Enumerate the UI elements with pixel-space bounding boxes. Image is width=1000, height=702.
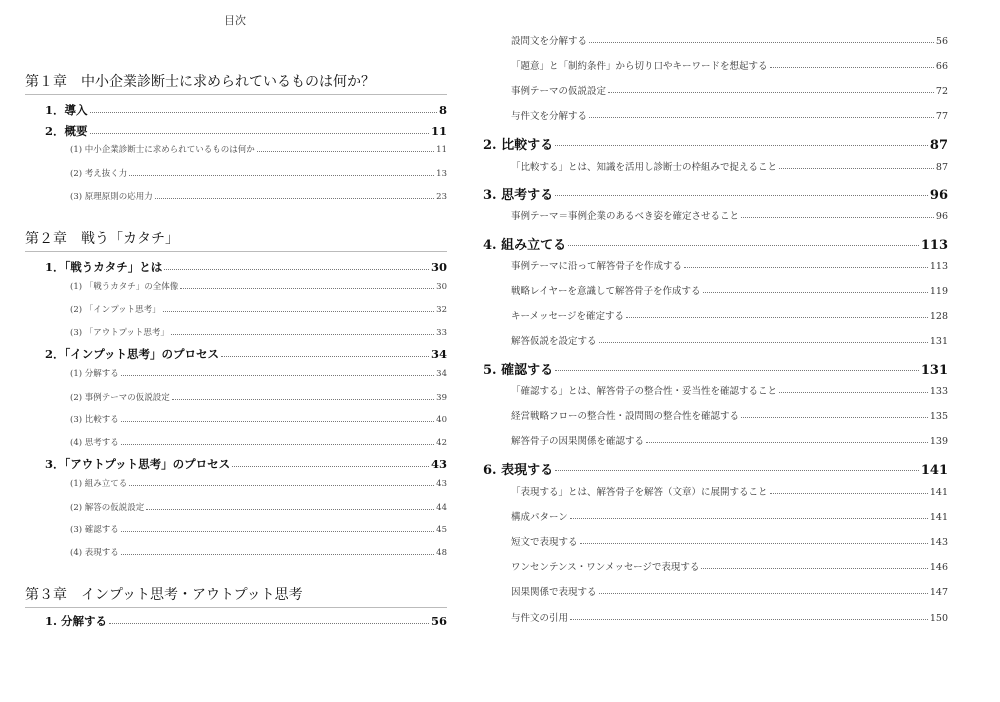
toc-subitem[interactable] xyxy=(25,303,447,315)
toc-entry-page: 141 xyxy=(920,463,948,478)
toc-entry-page: 141 xyxy=(929,512,948,523)
toc-entry-title: 1．「戦うカタチ」とは xyxy=(45,260,163,274)
toc-subitem[interactable] xyxy=(25,367,447,379)
toc-entry-title: 設問文を分解する xyxy=(511,36,588,47)
dot-leader xyxy=(741,217,934,218)
toc-subitem[interactable] xyxy=(483,484,948,498)
dot-leader xyxy=(589,117,934,118)
toc-entry-page: 43 xyxy=(430,457,447,471)
toc-entry-title: 2．概要 xyxy=(45,124,88,138)
toc-entry-page: 32 xyxy=(436,305,447,315)
toc-entry-page: 72 xyxy=(935,86,948,97)
toc-entry-page: 66 xyxy=(935,61,948,72)
toc-entry-title: 1. 分解する xyxy=(45,614,108,628)
dot-leader xyxy=(121,375,434,376)
toc-entry-page: 43 xyxy=(436,479,447,489)
toc-entry-page: 119 xyxy=(929,286,948,297)
toc-subitem[interactable] xyxy=(483,308,948,322)
toc-entry-title: 2. 比較する xyxy=(483,138,554,153)
dot-leader xyxy=(779,392,928,393)
toc-subitem[interactable] xyxy=(483,33,948,47)
toc-section[interactable] xyxy=(25,259,447,275)
toc-entry-title: 与件文を分解する xyxy=(511,111,588,122)
toc-subitem[interactable] xyxy=(483,584,948,598)
dot-leader xyxy=(172,399,434,400)
toc-entry-page: 96 xyxy=(935,211,948,222)
dot-leader xyxy=(221,356,429,357)
dot-leader xyxy=(589,42,934,43)
toc-entry-page: 133 xyxy=(929,386,948,397)
dot-leader xyxy=(568,245,919,246)
dot-leader xyxy=(770,493,928,494)
toc-subitem[interactable] xyxy=(483,159,948,173)
toc-entry-title: (3) 原理原則の応用力 xyxy=(70,192,153,202)
toc-entry-page: 113 xyxy=(929,261,948,272)
toc-subitem[interactable] xyxy=(483,283,948,297)
toc-subitem[interactable] xyxy=(25,280,447,292)
toc-entry-title: (2) 事例テーマの仮説設定 xyxy=(70,393,170,403)
dot-leader xyxy=(580,543,928,544)
dot-leader xyxy=(646,442,928,443)
toc-entry-title: (3) 確認する xyxy=(70,525,119,535)
dot-leader xyxy=(121,421,434,422)
toc-subitem[interactable] xyxy=(483,108,948,122)
toc-entry-title: ワンセンテンス・ワンメッセージで表現する xyxy=(511,562,700,573)
toc-entry-title: 因果関係で表現する xyxy=(511,587,597,598)
toc-entry-page: 131 xyxy=(920,363,948,378)
dot-leader xyxy=(121,444,434,445)
toc-entry-page: 128 xyxy=(929,311,948,322)
dot-leader xyxy=(129,175,434,176)
toc-section[interactable] xyxy=(483,359,948,377)
toc-subitem[interactable] xyxy=(25,523,447,535)
toc-entry-title: 事例テーマに沿って解答骨子を作成する xyxy=(511,261,683,272)
toc-right-column xyxy=(483,0,948,702)
toc-entry-title: (4) 表現する xyxy=(70,548,119,558)
toc-entry-page: 143 xyxy=(929,537,948,548)
toc-section[interactable] xyxy=(25,123,447,139)
toc-entry-title: 「比較する」とは、知識を活用し診断士の枠組みで捉えること xyxy=(511,162,778,173)
dot-leader xyxy=(109,623,429,624)
dot-leader xyxy=(555,470,919,471)
toc-entry-page: 135 xyxy=(929,411,948,422)
dot-leader xyxy=(121,531,434,532)
toc-entry-title: (1) 分解する xyxy=(70,369,119,379)
toc-entry-title: 2．「インプット思考」のプロセス xyxy=(45,347,219,361)
dot-leader xyxy=(701,568,927,569)
dot-leader xyxy=(90,133,429,134)
toc-subitem[interactable] xyxy=(483,509,948,523)
dot-leader xyxy=(741,417,928,418)
toc-left-column xyxy=(25,0,447,702)
toc-entry-page: 33 xyxy=(436,328,447,338)
toc-entry-page: 11 xyxy=(430,124,447,138)
toc-section[interactable] xyxy=(25,456,447,472)
dot-leader xyxy=(155,198,434,199)
toc-subitem[interactable] xyxy=(483,383,948,397)
toc-entry-page: 23 xyxy=(436,192,447,202)
toc-entry-page: 8 xyxy=(438,103,447,117)
dot-leader xyxy=(257,151,434,152)
dot-leader xyxy=(626,317,928,318)
toc-section[interactable] xyxy=(25,613,447,629)
chapter-3-heading[interactable]: 第３章 インプット思考・アウトプット思考 xyxy=(25,585,447,608)
toc-entry-page: 87 xyxy=(935,162,948,173)
toc-entry-page: 34 xyxy=(430,347,447,361)
dot-leader xyxy=(684,267,928,268)
toc-section[interactable] xyxy=(483,234,948,252)
toc-entry-title: 解答仮説を設定する xyxy=(511,336,597,347)
toc-entry-title: 1．導入 xyxy=(45,103,88,117)
toc-entry-title: 「表現する」とは、解答骨子を解答（文章）に展開すること xyxy=(511,487,768,498)
dot-leader xyxy=(171,334,434,335)
dot-leader xyxy=(555,195,928,196)
toc-entry-page: 147 xyxy=(929,587,948,598)
chapter-1-heading[interactable]: 第１章 中小企業診断士に求められているものは何か？ xyxy=(25,72,447,95)
toc-entry-page: 13 xyxy=(436,169,447,179)
dot-leader xyxy=(608,92,934,93)
toc-subitem[interactable] xyxy=(483,333,948,347)
toc-subitem[interactable] xyxy=(25,190,447,202)
toc-entry-title: 短文で表現する xyxy=(511,537,578,548)
dot-leader xyxy=(90,112,437,113)
toc-subitem[interactable] xyxy=(25,546,447,558)
toc-subitem[interactable] xyxy=(25,413,447,425)
toc-entry-title: (1) 中小企業診断士に求められているものは何か xyxy=(70,145,255,155)
toc-entry-title: (2) 解答の仮説設定 xyxy=(70,503,145,513)
dot-leader xyxy=(146,509,434,510)
toc-subitem[interactable] xyxy=(483,610,948,624)
toc-entry-title: 与件文の引用 xyxy=(511,613,569,624)
toc-subitem[interactable] xyxy=(25,436,447,448)
toc-entry-page: 56 xyxy=(430,614,447,628)
toc-entry-title: 「確認する」とは、解答骨子の整合性・妥当性を確認すること xyxy=(511,386,778,397)
dot-leader xyxy=(555,145,928,146)
toc-entry-page: 87 xyxy=(929,138,948,153)
dot-leader xyxy=(570,619,928,620)
toc-entry-title: (4) 思考する xyxy=(70,438,119,448)
toc-entry-title: キーメッセージを確定する xyxy=(511,311,624,322)
toc-subitem[interactable] xyxy=(25,477,447,489)
toc-entry-title: (1) 組み立てる xyxy=(70,479,128,489)
toc-section[interactable] xyxy=(483,134,948,152)
toc-entry-title: (3) 「アウトプット思考」 xyxy=(70,328,169,338)
toc-entry-page: 131 xyxy=(929,336,948,347)
dot-leader xyxy=(232,466,429,467)
toc-subitem[interactable] xyxy=(483,559,948,573)
toc-entry-title: (1) 「戦うカタチ」の全体像 xyxy=(70,282,179,292)
page-title: 目次 xyxy=(224,14,246,27)
toc-entry-page: 45 xyxy=(436,525,447,535)
dot-leader xyxy=(599,593,928,594)
toc-entry-page: 39 xyxy=(436,393,447,403)
toc-entry-title: 経営戦略フローの整合性・設問間の整合性を確認する xyxy=(511,411,740,422)
dot-leader xyxy=(779,168,934,169)
toc-entry-title: (2) 「インプット思考」 xyxy=(70,305,161,315)
toc-entry-page: 146 xyxy=(929,562,948,573)
dot-leader xyxy=(703,292,928,293)
toc-entry-page: 11 xyxy=(436,145,447,155)
toc-entry-title: 3．「アウトプット思考」のプロセス xyxy=(45,457,231,471)
toc-section[interactable] xyxy=(25,346,447,362)
toc-entry-page: 30 xyxy=(430,260,447,274)
toc-entry-page: 42 xyxy=(436,438,447,448)
toc-entry-title: 解答骨子の因果関係を確認する xyxy=(511,436,645,447)
toc-subitem[interactable] xyxy=(483,258,948,272)
toc-entry-page: 96 xyxy=(929,188,948,203)
toc-entry-page: 113 xyxy=(920,238,948,253)
toc-entry-page: 34 xyxy=(436,369,447,379)
toc-entry-page: 56 xyxy=(935,36,948,47)
toc-subitem[interactable] xyxy=(25,326,447,338)
toc-entry-page: 40 xyxy=(436,415,447,425)
toc-subitem[interactable] xyxy=(25,391,447,403)
toc-entry-page: 141 xyxy=(929,487,948,498)
dot-leader xyxy=(129,485,434,486)
dot-leader xyxy=(121,554,434,555)
toc-entry-title: 5. 確認する xyxy=(483,363,554,378)
toc-subitem[interactable] xyxy=(483,208,948,222)
toc-entry-page: 48 xyxy=(436,548,447,558)
dot-leader xyxy=(180,288,434,289)
toc-entry-page: 77 xyxy=(935,111,948,122)
toc-entry-page: 139 xyxy=(929,436,948,447)
toc-entry-title: 事例テーマ＝事例企業のあるべき姿を確定させること xyxy=(511,211,740,222)
toc-entry-page: 150 xyxy=(929,613,948,624)
toc-entry-title: 戦略レイヤーを意識して解答骨子を作成する xyxy=(511,286,701,297)
dot-leader xyxy=(570,518,928,519)
toc-subitem[interactable] xyxy=(483,83,948,97)
toc-entry-title: (2) 考え抜く力 xyxy=(70,169,128,179)
toc-subitem[interactable] xyxy=(25,501,447,513)
toc-entry-page: 30 xyxy=(436,282,447,292)
toc-entry-title: 事例テーマの仮説設定 xyxy=(511,86,607,97)
toc-entry-title: 4. 組み立てる xyxy=(483,238,567,253)
toc-subitem[interactable] xyxy=(483,408,948,422)
toc-entry-title: 「題意」と「制約条件」から切り口やキーワードを想起する xyxy=(511,61,768,72)
toc-subitem[interactable] xyxy=(25,143,447,155)
dot-leader xyxy=(555,370,919,371)
toc-entry-title: 構成パターン xyxy=(511,512,568,523)
toc-entry-title: 3. 思考する xyxy=(483,188,554,203)
chapter-2-heading[interactable]: 第２章 戦う「カタチ」 xyxy=(25,229,447,252)
toc-subitem[interactable] xyxy=(483,534,948,548)
toc-entry-page: 44 xyxy=(436,503,447,513)
toc-subitem[interactable] xyxy=(483,433,948,447)
toc-section[interactable] xyxy=(483,184,948,202)
toc-entry-title: 6. 表現する xyxy=(483,463,554,478)
toc-section[interactable] xyxy=(483,459,948,477)
toc-section[interactable] xyxy=(25,102,447,118)
dot-leader xyxy=(163,311,435,312)
toc-entry-title: (3) 比較する xyxy=(70,415,119,425)
dot-leader xyxy=(770,67,934,68)
dot-leader xyxy=(599,342,928,343)
toc-subitem[interactable] xyxy=(483,58,948,72)
toc-subitem[interactable] xyxy=(25,167,447,179)
dot-leader xyxy=(164,269,429,270)
